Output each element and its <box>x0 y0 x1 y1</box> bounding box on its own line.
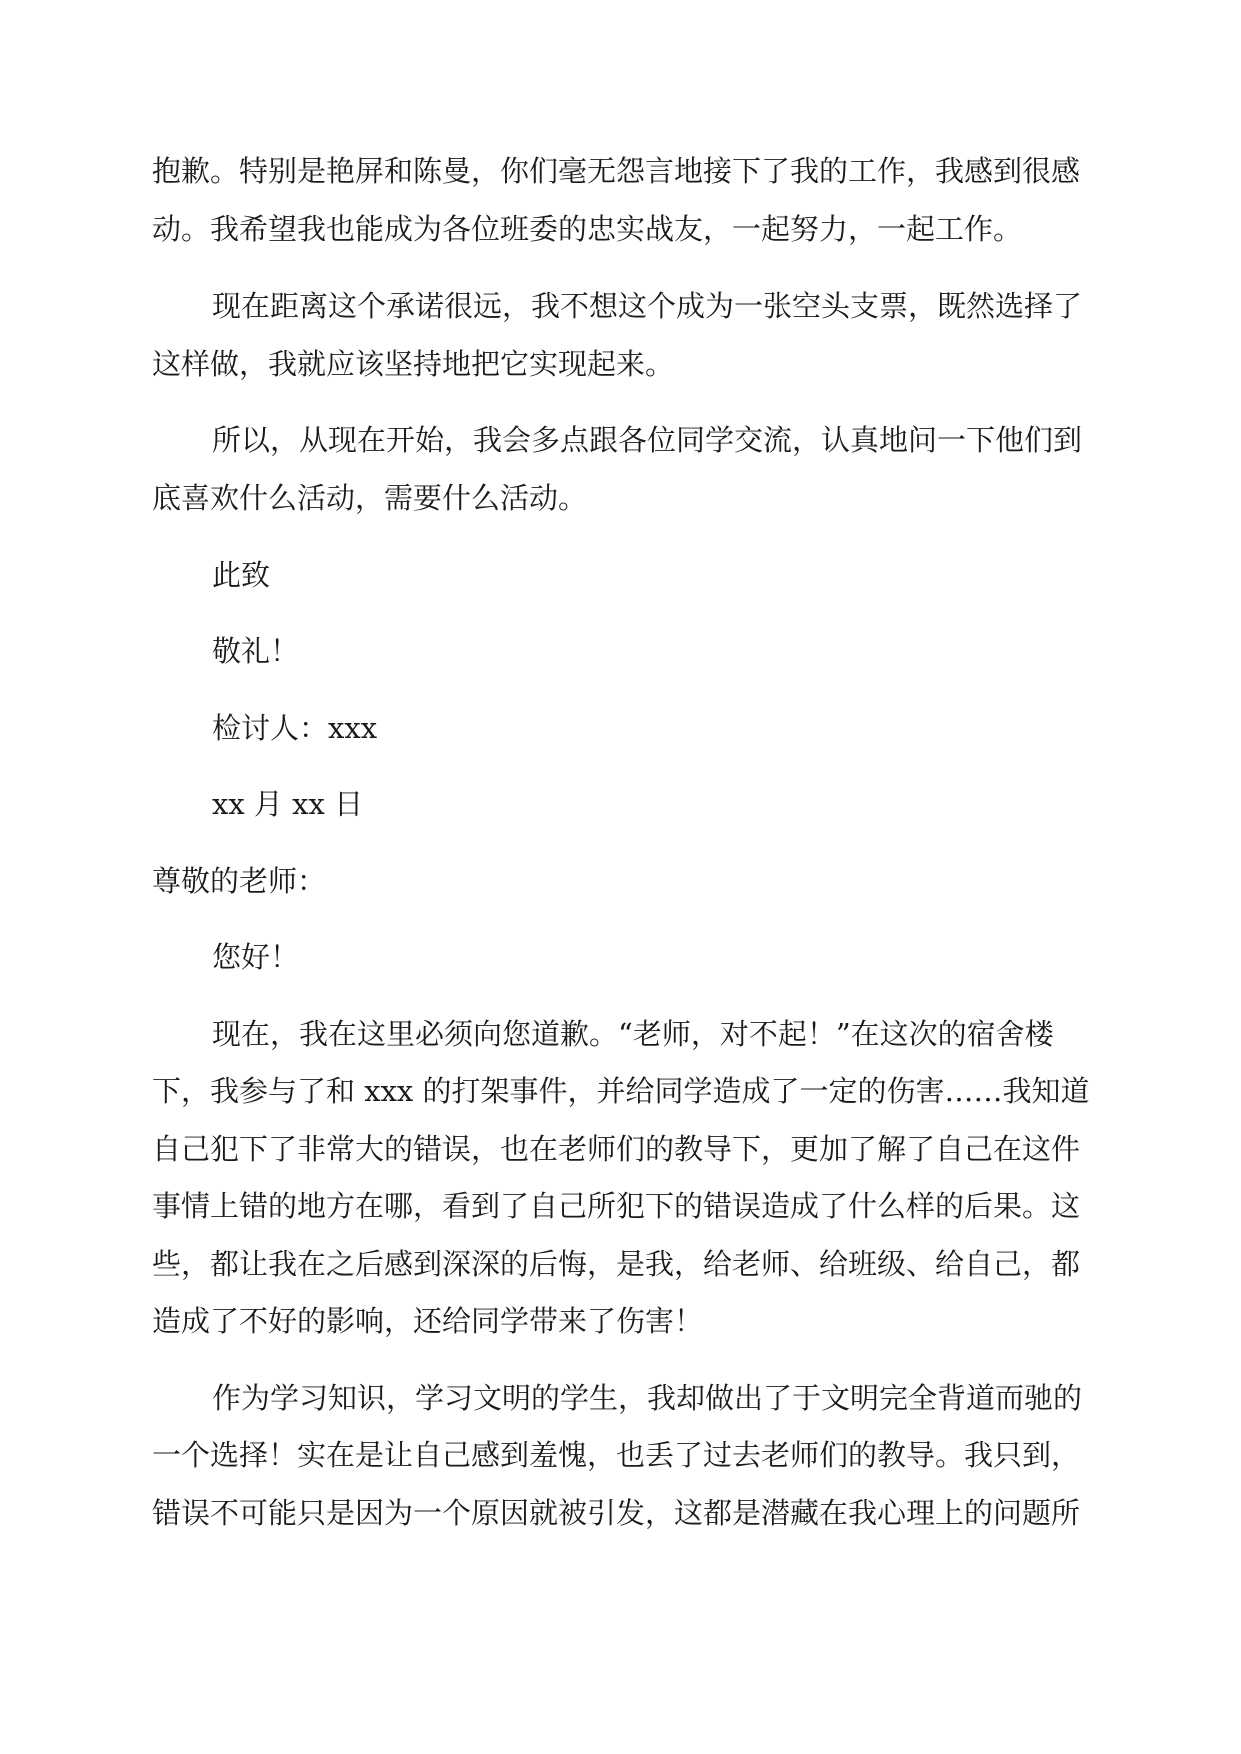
text-line: 底喜欢什么活动，需要什么活动。 <box>152 481 588 515</box>
greeting-recipient: 尊敬的老师： <box>152 864 327 898</box>
text-line: 动。我希望我也能成为各位班委的忠实战友，一起努力，一起工作。 <box>152 212 1023 246</box>
text-line: 造成了不好的影响，还给同学带来了伤害！ <box>152 1304 704 1338</box>
text-line: 些，都让我在之后感到深深的后悔，是我，给老师、给班级、给自己，都 <box>152 1247 1081 1281</box>
text-line: 一个选择！实在是让自己感到羞愧，也丢了过去老师们的教导。我只到， <box>152 1438 1081 1472</box>
text-line: 自己犯下了非常大的错误，也在老师们的教导下，更加了解了自己在这件 <box>152 1132 1081 1166</box>
greeting-hello: 您好！ <box>212 940 300 974</box>
text-line: 事情上错的地方在哪，看到了自己所犯下的错误造成了什么样的后果。这 <box>152 1189 1081 1223</box>
text-line: 作为学习知识，学习文明的学生，我却做出了于文明完全背道而驰的 <box>212 1381 1083 1415</box>
signature-line: 检讨人：xxx <box>212 711 378 745</box>
text-line: 下，我参与了和 xxx 的打架事件，并给同学造成了一定的伤害……我知道 <box>152 1074 1090 1108</box>
text-line: 错误不可能只是因为一个原因就被引发，这都是潜藏在我心理上的问题所 <box>152 1496 1081 1530</box>
closing-salutation: 此致 <box>212 558 271 592</box>
text-line: 现在，我在这里必须向您道歉。“老师，对不起！”在这次的宿舍楼 <box>212 1017 1054 1051</box>
date-line: xx 月 xx 日 <box>212 787 364 821</box>
closing-regards: 敬礼！ <box>212 634 300 668</box>
text-line: 现在距离这个承诺很远，我不想这个成为一张空头支票，既然选择了 <box>212 289 1083 323</box>
text-line: 所以，从现在开始，我会多点跟各位同学交流，认真地问一下他们到 <box>212 423 1083 457</box>
text-line: 抱歉。特别是艳屏和陈曼，你们毫无怨言地接下了我的工作，我感到很感 <box>152 154 1081 188</box>
text-line: 这样做，我就应该坚持地把它实现起来。 <box>152 347 675 381</box>
